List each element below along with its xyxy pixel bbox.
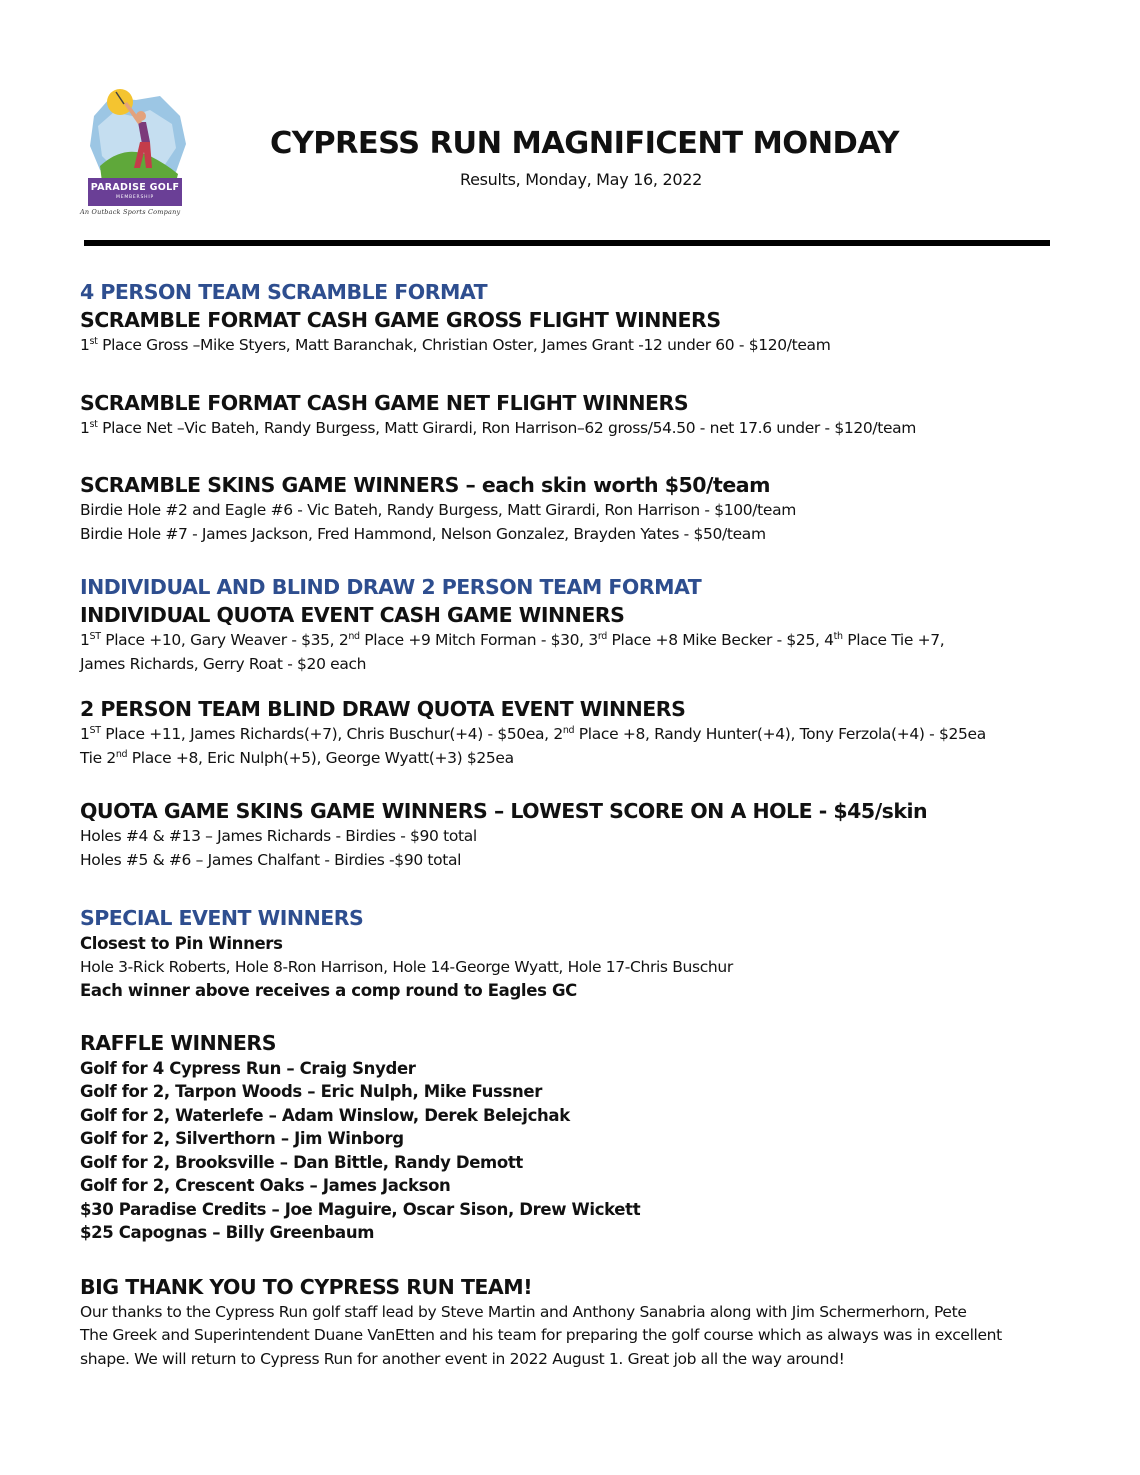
quota-event-line: James Richards, Gerry Roat - $20 each [80, 654, 367, 673]
scramble-skins-line: Birdie Hole #7 - James Jackson, Fred Hammond, Nelson Gonzalez, Brayden Yates - $50/team [80, 524, 766, 543]
net-flight-winner: 1st Place Net –Vic Bateh, Randy Burgess, Matt Girardi, Ron Harrison–62 gross/54.50 - net 17.6 under - $120/team [80, 418, 917, 437]
gross-flight-winner: 1st Place Gross –Mike Styers, Matt Baranchak, Christian Oster, James Grant -12 under 60 - $120/team [80, 336, 831, 354]
raffle-item: Golf for 2, Crescent Oaks – James Jackson [80, 1176, 451, 1195]
thanks-line: shape. We will return to Cypress Run for another event in 2022 August 1. Great job all the way around! [80, 1349, 845, 1368]
raffle-title: RAFFLE WINNERS [80, 1030, 276, 1055]
scramble-skins-title: SCRAMBLE SKINS GAME WINNERS – each skin worth $50/team [80, 473, 770, 497]
blind-draw-line: Tie 2nd Place +8, Eric Nulph(+5), George Wyatt(+3) $25ea [80, 748, 514, 767]
results-content [80, 278, 1070, 1371]
page-title: CYPRESS RUN MAGNIFICENT MONDAY [270, 126, 899, 161]
closest-to-pin-title: Closest to Pin Winners [80, 934, 283, 953]
page-subtitle: Results, Monday, May 16, 2022 [460, 170, 702, 189]
raffle-item: Golf for 2, Waterlefe – Adam Winslow, Derek Belejchak [80, 1105, 570, 1125]
raffle-item: $30 Paradise Credits – Joe Maguire, Oscar Sison, Drew Wickett [80, 1199, 641, 1219]
raffle-item: Golf for 2, Silverthorn – Jim Winborg [80, 1129, 404, 1148]
net-flight-title: SCRAMBLE FORMAT CASH GAME NET FLIGHT WINNERS [80, 390, 689, 415]
scramble-skins-line: Birdie Hole #2 and Eagle #6 - Vic Bateh, Randy Burgess, Matt Girardi, Ron Harrison - $100/team [80, 501, 796, 519]
raffle-item: Golf for 2, Tarpon Woods – Eric Nulph, Mike Fussner [80, 1082, 543, 1101]
individual-format-title: INDIVIDUAL AND BLIND DRAW 2 PERSON TEAM FORMAT [80, 575, 702, 599]
gross-flight-title: SCRAMBLE FORMAT CASH GAME GROSS FLIGHT WINNERS [80, 308, 721, 332]
blind-draw-title: 2 PERSON TEAM BLIND DRAW QUOTA EVENT WINNERS [80, 697, 686, 721]
raffle-item: $25 Capognas – Billy Greenbaum [80, 1223, 375, 1242]
scramble-format-title: 4 PERSON TEAM SCRAMBLE FORMAT [80, 280, 488, 304]
header-divider [84, 240, 1050, 246]
quota-skins-title: QUOTA GAME SKINS GAME WINNERS – LOWEST SCORE ON A HOLE - $45/skin [80, 799, 928, 823]
blind-draw-line: 1ST Place +11, James Richards(+7), Chris Buschur(+4) - $50ea, 2nd Place +8, Randy Hunter(+4), Tony Ferzola(+4) - $25ea [80, 725, 986, 743]
quota-event-title: INDIVIDUAL QUOTA EVENT CASH GAME WINNERS [80, 603, 625, 627]
raffle-item: Golf for 4 Cypress Run – Craig Snyder [80, 1058, 416, 1078]
paradise-golf-logo [80, 86, 192, 222]
logo-tagline: An Outback Sports Company [80, 208, 181, 216]
thanks-line: Our thanks to the Cypress Run golf staff lead by Steve Martin and Anthony Sanabria along with Jim Schermerhorn, Pete [80, 1302, 967, 1321]
raffle-item: Golf for 2, Brooksville – Dan Bittle, Randy Demott [80, 1152, 523, 1172]
quota-event-line: 1ST Place +10, Gary Weaver - $35, 2nd Place +9 Mitch Forman - $30, 3rd Place +8 Mike Becker - $25, 4th Place Tie +7, [80, 631, 945, 649]
thanks-title: BIG THANK YOU TO CYPRESS RUN TEAM! [80, 1274, 533, 1299]
closest-to-pin-line: Hole 3-Rick Roberts, Hole 8-Ron Harrison, Hole 14-George Wyatt, Hole 17-Chris Buschur [80, 957, 733, 976]
special-event-title: SPECIAL EVENT WINNERS [80, 906, 364, 930]
logo-membership: MEMBERSHIP [116, 195, 154, 200]
quota-skins-line: Holes #5 & #6 – James Chalfant - Birdies -$90 total [80, 850, 462, 869]
comp-round-note: Each winner above receives a comp round to Eagles GC [80, 981, 577, 1000]
quota-skins-line: Holes #4 & #13 – James Richards - Birdies - $90 total [80, 827, 477, 845]
logo-brand: PARADISE GOLF [90, 182, 180, 193]
thanks-line: The Greek and Superintendent Duane VanEtten and his team for preparing the golf course which as always was in excellent [80, 1326, 1002, 1344]
